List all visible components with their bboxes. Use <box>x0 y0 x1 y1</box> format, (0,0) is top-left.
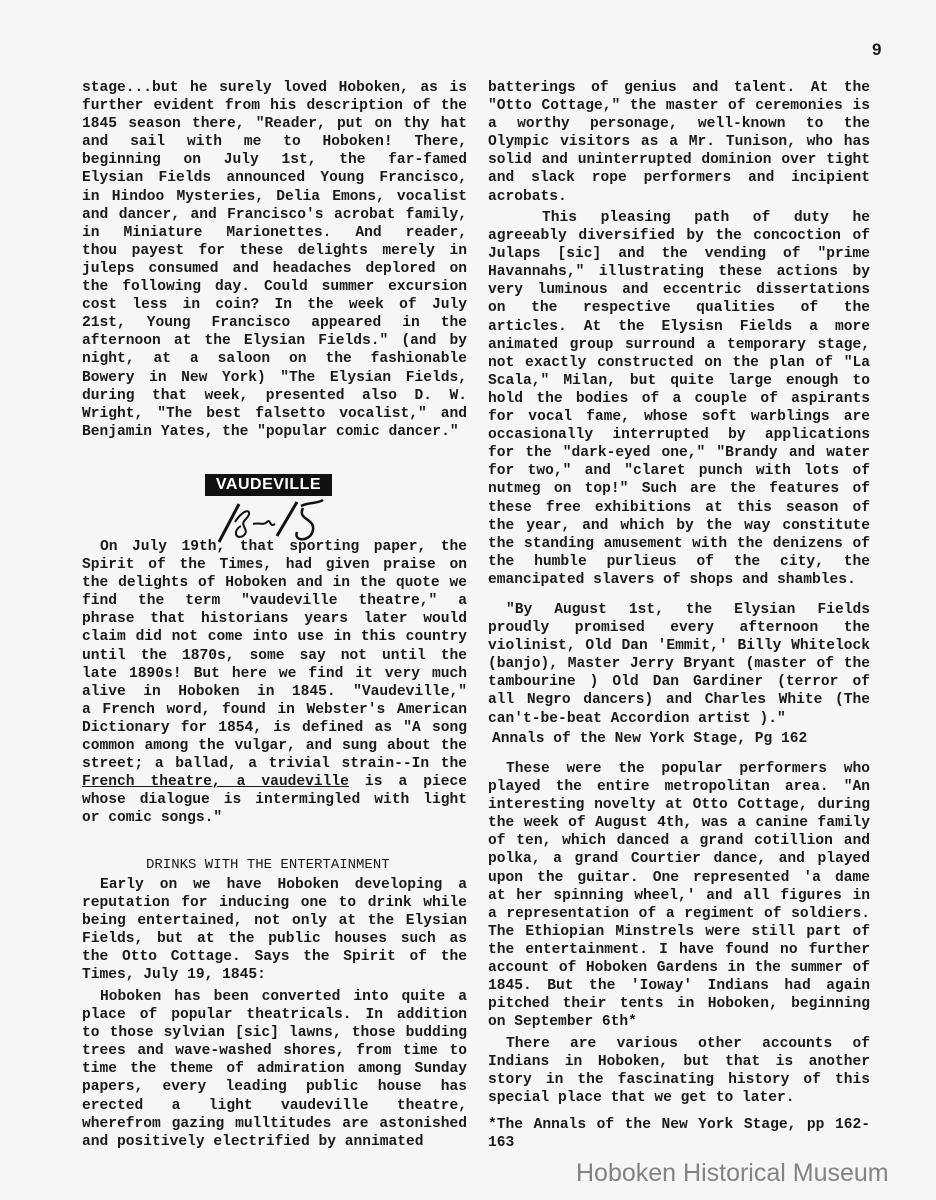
text-line: the delights of Hoboken and in the quote we <box>82 575 467 592</box>
text-line: further evident from his description of the <box>82 98 467 115</box>
text-line: a representation of a regiment of soldiers. <box>488 905 870 922</box>
text-line: Olympic visitors as a Mr. Tunison, who has <box>488 134 870 151</box>
text-line: these free exhibitions at this season of <box>488 499 870 516</box>
text-line: batterings of genius and talent. At the <box>488 80 870 96</box>
text-line: and dancer, and Francisco's acrobat family, <box>82 206 467 223</box>
text-line: nutmeg on top!" Such are the features of <box>488 481 870 498</box>
text-line: erected a light vaudeville theatre, <box>82 1097 467 1114</box>
text-line: until the 1870s, some say not until the <box>82 647 467 664</box>
text-line: the Otto Cottage. Says the Spirit of the <box>82 949 467 966</box>
text-line: street; a ballad, a trivial strain--In the <box>82 756 467 773</box>
text-line: during that week, presented also D. W. <box>82 387 467 404</box>
text-line: tambourine ) Old Dan Gardiner (terror of <box>488 674 870 691</box>
text-line: juleps consumed and headaches deplored on <box>82 260 467 277</box>
text-line: Bowery in New York) "The Elysian Fields, <box>82 369 467 386</box>
quote-right-3 <box>488 601 870 728</box>
text-line: 1845. But the 'Ioway' Indians had again <box>488 978 870 995</box>
text-line: a worthy personage, well-known to the <box>488 116 870 133</box>
text-line: for two," and "claret punch with lots of <box>488 463 870 480</box>
text-line: interesting novelty at Otto Cottage, during <box>488 797 870 814</box>
text-line: and sail with me to Hoboken! There, <box>82 134 467 151</box>
text-line: a French word, found in Webster's American <box>82 701 467 718</box>
text-line: at her spinning wheel,' and all figures in <box>488 887 870 904</box>
text-line: the week of August 4th, was a canine family <box>488 815 870 832</box>
handwritten-year-1845 <box>205 496 335 544</box>
text-line: being entertained, not only at the Elysian <box>82 913 467 930</box>
text-line: find the term "vaudeville theatre," a <box>82 593 467 610</box>
text-line: not exactly constructed on the plan of "La <box>488 354 870 371</box>
text-line: polka, a grand Courtier dance, and played <box>488 851 870 868</box>
page-number: 9 <box>872 40 882 59</box>
text-line: on September 6th* <box>488 1014 637 1031</box>
text-line: stage...but he surely loved Hoboken, as is <box>82 80 467 96</box>
text-line: account of Hoboken Gardens in the summer of <box>488 960 870 977</box>
text-line: Benjamin Yates, the "popular comic dancer." <box>82 423 459 440</box>
paragraph-left-3 <box>82 876 467 985</box>
text-line: to those sylvian [sic] lawns, those budding <box>82 1025 467 1042</box>
paragraph-right-2 <box>488 209 870 589</box>
paragraph-left-4 <box>82 988 467 1151</box>
paragraph-right-1 <box>488 79 870 206</box>
text-line: Wright, "The best falsetto vocalist," and <box>82 405 467 422</box>
text-line: emancipated slavers of shops and shambles. <box>488 571 856 588</box>
paragraph-left-1 <box>82 79 467 441</box>
text-line: time the theme of admiration among Sunday <box>82 1061 467 1078</box>
text-line: reputation for inducing one to drink while <box>82 895 467 912</box>
text-line: of ten, which danced a grand cotillion and <box>488 833 870 850</box>
text-line: the humble purlieus of the city, the <box>488 553 870 570</box>
text-line: *The Annals of the New York Stage, pp 162- <box>488 1117 870 1133</box>
text-line: alive in Hoboken in 1845. "Vaudeville," <box>82 683 467 700</box>
text-line: for vocal fame, whose soft warblings are <box>488 409 870 426</box>
text-line: hold the bodies of a couple of aspirants <box>488 390 870 407</box>
text-line: played the entire metropolitan area. "An <box>488 779 870 796</box>
text-span: is a piece <box>348 774 467 791</box>
text-line: There are various other accounts of <box>506 1036 870 1052</box>
watermark: Hoboken Historical Museum <box>576 1159 889 1187</box>
text-line: Julaps [sic] and the vending of "prime <box>488 246 870 263</box>
text-line: whose dialogue is intermingled with light <box>82 792 467 809</box>
text-line: special place that we get to later. <box>488 1090 795 1107</box>
text-line: The Ethiopian Minstrels were still part of <box>488 923 870 940</box>
text-line: thou payest for these delights merely in <box>82 242 467 259</box>
text-line <box>82 773 467 791</box>
text-line: place of popular theatricals. In addition <box>82 1007 467 1024</box>
text-line: "By August 1st, the Elysian Fields <box>506 602 870 618</box>
text-line: claim did not come into use in this country <box>82 629 467 646</box>
section-heading: DRINKS WITH THE ENTERTAINMENT <box>146 857 390 873</box>
text-line: can't-be-beat Accordion artist )." <box>488 710 786 727</box>
text-line: the following day. Could summer excursion <box>82 279 467 296</box>
text-line: 163 <box>488 1135 515 1152</box>
text-line: acrobats. <box>488 188 567 205</box>
paragraph-right-5 <box>488 1035 870 1107</box>
text-line: articles. At the Elysisn Fields a more <box>488 318 870 335</box>
text-line: in Hindoo Mysteries, Delia Emons, vocalist <box>82 188 467 205</box>
text-line: cost less in coin? In the week of July <box>82 297 467 314</box>
text-line: "Otto Cottage," the master of ceremonies is <box>488 98 870 115</box>
text-line: and slack rope performers and incipient <box>488 170 870 187</box>
text-line: Fields, but at the public houses such as <box>82 931 467 948</box>
text-line: Indians in Hoboken, but that is another <box>488 1054 870 1071</box>
footnote <box>488 1116 870 1152</box>
text-line: night, at a saloon on the fashionable <box>82 351 467 368</box>
text-line: the entertainment. I have found no further <box>488 941 870 958</box>
text-line: On July 19th, that sporting paper, the <box>100 539 467 555</box>
text-line: very luminous and eccentric dissertations <box>488 282 870 299</box>
text-line: wherefrom gazing mulltitudes are astonished <box>82 1115 467 1132</box>
text-line: This pleasing path of duty he <box>542 210 870 226</box>
text-line: animated group surround a temporary stage, <box>488 336 870 353</box>
text-line: upon the guitar. One represented 'a dame <box>488 869 870 886</box>
text-line: Spirit of the Times, had given praise on <box>82 557 467 574</box>
text-line: Dictionary for 1854, is defined as "A song <box>82 719 467 736</box>
text-line: occasionally interrupted by applications <box>488 427 870 444</box>
text-line: Hoboken has been converted into quite a <box>100 989 467 1005</box>
text-line: 21st, Young Francisco appeared in the <box>82 315 467 332</box>
text-line: Times, July 19, 1845: <box>82 967 266 984</box>
text-line: story in the fascinating history of this <box>488 1072 870 1089</box>
text-line: These were the popular performers who <box>506 761 870 777</box>
text-line: agreeably diversified by the concoction of <box>488 228 870 245</box>
text-line: for the "dark-eyed one," "Brandy and water <box>488 445 870 462</box>
source-citation: Annals of the New York Stage, Pg 162 <box>492 731 808 747</box>
text-line: in Miniature Marionettes. And reader, <box>82 224 467 241</box>
text-line: Early on we have Hoboken developing a <box>100 877 467 893</box>
text-line: papers, every leading public house has <box>82 1079 467 1096</box>
text-line: trees and wave-washed shores, from time to <box>82 1043 467 1060</box>
text-line: 1845 season there, "Reader, put on thy hat <box>82 116 467 133</box>
paragraph-left-2 <box>82 538 467 828</box>
text-line: Scala," Milan, but quite large enough to <box>488 372 870 389</box>
text-line: Elysian Fields announced Young Francisco, <box>82 170 467 187</box>
text-line: phrase that historians years later would <box>82 611 467 628</box>
text-line: all Negro dancers) and Charles White (The <box>488 692 870 709</box>
text-line: (banjo), Master Jerry Bryant (master of the <box>488 656 870 673</box>
vaudeville-logo: VAUDEVILLE <box>205 474 332 496</box>
text-line: or comic songs." <box>82 810 223 827</box>
text-line: solid and uninterrupted dominion over tight <box>488 152 870 169</box>
text-line: common among the vulgar, and sung about the <box>82 738 467 755</box>
paragraph-right-4 <box>488 760 870 1031</box>
text-line: late 1890s! But here we find it very much <box>82 665 467 682</box>
text-line: and positively electrified by annimated <box>82 1133 424 1150</box>
text-line: proudly promised every afternoon the <box>488 620 870 637</box>
text-line: the year, and which by the way constitute <box>488 517 870 534</box>
text-line: Havannahs," illustrating these actions by <box>488 264 870 281</box>
text-line: pitched their tents in Hoboken, beginning <box>488 996 870 1013</box>
text-line: the standing amusement with the denizens of <box>488 535 870 552</box>
text-line: on the respective qualities of the <box>488 300 870 317</box>
underlined-text: French theatre, a vaudeville <box>82 774 349 791</box>
text-line: beginning on July 1st, the far-famed <box>82 152 467 169</box>
text-line: afternoon at the Elysian Fields." (and by <box>82 333 467 350</box>
text-line: violinist, Old Dan 'Emmit,' Billy Whitelock <box>488 638 870 655</box>
